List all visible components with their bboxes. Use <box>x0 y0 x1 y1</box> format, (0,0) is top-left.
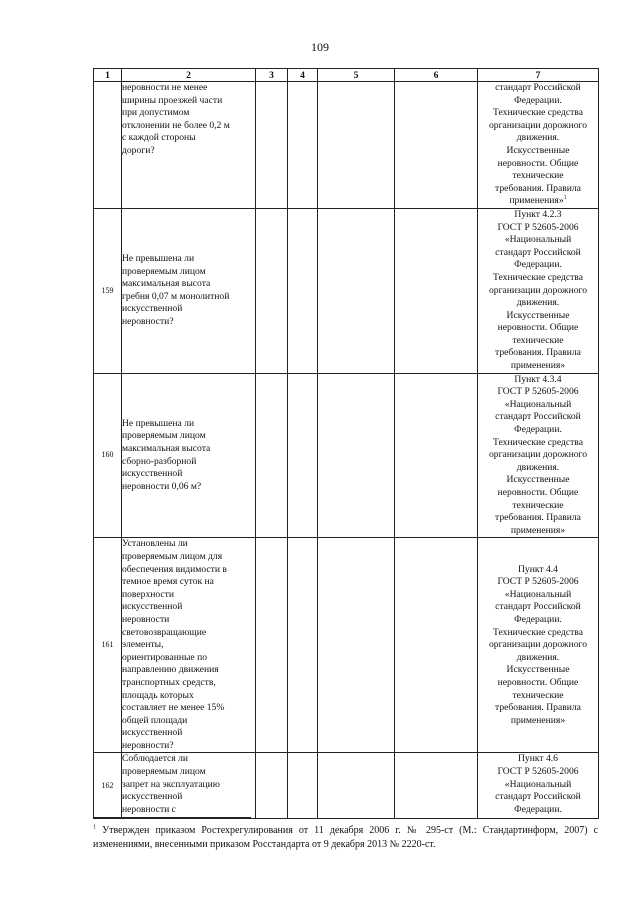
row-number <box>94 82 122 209</box>
question-line: искусственной <box>122 303 183 315</box>
row-number: 159 <box>94 208 122 373</box>
reference-line: Технические средства <box>493 271 583 283</box>
question-line: составляет не менее 15% <box>122 702 225 714</box>
row-number: 162 <box>94 753 122 819</box>
question-cell <box>122 538 256 753</box>
empty-cell <box>395 753 478 819</box>
reference-line: стандарт Российской <box>495 82 581 93</box>
question-line: дороги? <box>122 144 155 156</box>
reference-line: технические <box>512 334 564 346</box>
reference-line: Пункт 4.4 <box>518 563 558 575</box>
empty-cell <box>256 753 288 819</box>
reference-line: стандарт Российской <box>495 246 581 258</box>
empty-cell <box>288 753 318 819</box>
empty-cell <box>288 208 318 373</box>
question-line: поверхности <box>122 588 175 600</box>
question-line: неровности <box>122 613 170 625</box>
table-row <box>94 538 599 753</box>
reference-line: неровности. Общие <box>497 487 579 498</box>
question-line: элементы, <box>122 639 164 651</box>
footnote-reference: 1 <box>563 195 567 202</box>
page-number: 109 <box>311 40 329 54</box>
reference-line: Технические средства <box>493 107 583 119</box>
question-line: неровности? <box>122 739 174 751</box>
reference-cell <box>478 373 599 538</box>
reference-line: Искусственные <box>506 144 570 156</box>
reference-line: Федерации. <box>514 424 562 436</box>
question-line: Установлены ли <box>122 538 188 550</box>
reference-line: неровности. Общие <box>497 157 579 169</box>
question-line: обеспечения видимости в <box>122 563 227 575</box>
question-line: проверяемым лицом <box>122 430 206 442</box>
empty-cell <box>318 538 395 753</box>
footnote <box>93 824 598 852</box>
empty-cell <box>288 82 318 209</box>
reference-line: движения. <box>516 132 560 144</box>
reference-line: требования. Правила <box>495 702 581 714</box>
empty-cell <box>256 538 288 753</box>
question-line: неровности? <box>122 315 174 327</box>
reference-cell <box>478 538 599 753</box>
reference-cell <box>478 753 599 819</box>
row-number: 161 <box>94 538 122 753</box>
question-line: сборно-разборной <box>122 455 197 467</box>
reference-line: применения» <box>509 195 564 207</box>
question-line: максимальная высота <box>122 442 211 454</box>
empty-cell <box>318 373 395 538</box>
question-line: Соблюдается ли <box>122 753 189 765</box>
question-line: отклонении не более 0,2 м <box>122 119 230 131</box>
reference-line: требования. Правила <box>495 182 581 194</box>
question-line: запрет на эксплуатацию <box>122 778 220 790</box>
reference-line: Федерации. <box>514 259 562 271</box>
empty-cell <box>395 373 478 538</box>
empty-cell <box>256 82 288 209</box>
reference-line: Пункт 4.3.4 <box>514 373 562 385</box>
reference-line: движения. <box>516 651 560 663</box>
checklist-table <box>93 68 599 819</box>
column-header: 3 <box>256 69 288 82</box>
empty-cell <box>288 373 318 538</box>
question-line: ширины проезжей части <box>122 94 223 106</box>
reference-line: «Национальный <box>504 588 572 600</box>
question-line: при допустимом <box>122 107 190 119</box>
question-cell <box>122 82 256 209</box>
column-header: 1 <box>94 69 122 82</box>
question-cell <box>122 208 256 373</box>
question-line: темное время суток на <box>122 576 214 588</box>
question-line: направлению движения <box>122 664 219 676</box>
reference-line: Технические средства <box>493 436 583 448</box>
reference-line: Пункт 4.2.3 <box>514 208 562 220</box>
question-line: искусственной <box>122 727 183 739</box>
question-line: с каждой стороны <box>122 132 196 144</box>
reference-line: применения» <box>510 360 566 372</box>
reference-line: стандарт Российской <box>495 791 581 803</box>
question-line: световозвращающие <box>122 626 207 638</box>
table-row <box>94 82 599 209</box>
question-line: искусственной <box>122 468 183 480</box>
reference-line: применения» <box>510 524 566 536</box>
footnote-text: Утвержден приказом Ростехрегулирования от 11 декабря 2006 г. № 295-ст (М.: Стандартинформ, 2007) с изменениями, внесенными приказом Росстандарта от 9 декабря 2013 № 2220-ст. <box>93 825 599 850</box>
reference-line: стандарт Российской <box>495 601 581 613</box>
column-header: 2 <box>122 69 256 82</box>
column-header: 6 <box>395 69 478 82</box>
question-line: Не превышена ли <box>122 253 195 265</box>
empty-cell <box>288 538 318 753</box>
reference-line: «Национальный <box>504 398 572 410</box>
reference-line: Федерации. <box>514 803 562 815</box>
reference-line: Технические средства <box>493 626 583 638</box>
reference-line: неровности. Общие <box>497 322 579 334</box>
reference-line: Искусственные <box>506 309 570 321</box>
question-line: транспортных средств, <box>122 676 216 688</box>
reference-line: «Национальный <box>504 234 572 246</box>
reference-line: организации дорожного <box>489 119 587 131</box>
empty-cell <box>395 538 478 753</box>
reference-line: технические <box>512 170 564 182</box>
question-line: проверяемым лицом <box>122 766 206 778</box>
reference-line: «Национальный <box>504 778 572 790</box>
question-line: площадь которых <box>122 689 194 701</box>
reference-line: Федерации. <box>514 613 562 625</box>
column-header: 7 <box>478 69 599 82</box>
reference-line: ГОСТ Р 52605-2006 <box>497 221 579 233</box>
table-row <box>94 753 599 819</box>
empty-cell <box>318 753 395 819</box>
question-line: гребня 0,07 м монолитной <box>122 290 230 302</box>
reference-line: движения. <box>516 461 560 473</box>
question-line: проверяемым лицом <box>122 265 206 277</box>
empty-cell <box>318 208 395 373</box>
table-row <box>94 373 599 538</box>
reference-line: применения» <box>510 714 566 726</box>
table-row <box>94 208 599 373</box>
question-line: ориентированные по <box>122 651 208 663</box>
column-header: 4 <box>288 69 318 82</box>
reference-line: требования. Правила <box>495 347 581 359</box>
reference-line: организации дорожного <box>489 639 587 651</box>
question-line: неровности 0,06 м? <box>122 480 202 492</box>
reference-line: организации дорожного <box>489 449 587 461</box>
question-line: максимальная высота <box>122 278 211 290</box>
table-header-row <box>94 69 599 82</box>
reference-line: Искусственные <box>506 664 570 676</box>
reference-line: неровности. Общие <box>497 676 579 688</box>
question-cell <box>122 373 256 538</box>
reference-line-with-footnote <box>478 195 598 208</box>
reference-line: ГОСТ Р 52605-2006 <box>497 386 579 398</box>
column-header: 5 <box>318 69 395 82</box>
reference-cell <box>478 208 599 373</box>
empty-cell <box>395 208 478 373</box>
reference-line: Искусственные <box>506 474 570 486</box>
question-line: искусственной <box>122 601 183 613</box>
reference-line: технические <box>512 499 564 511</box>
question-line: искусственной <box>122 791 183 803</box>
question-line: Не превышена ли <box>122 417 195 429</box>
footnote-divider <box>93 817 251 818</box>
question-cell <box>122 753 256 819</box>
reference-line: ГОСТ Р 52605-2006 <box>497 766 579 778</box>
question-line: проверяемым лицом для <box>122 550 223 562</box>
empty-cell <box>256 373 288 538</box>
empty-cell <box>256 208 288 373</box>
question-line: общей площади <box>122 714 188 726</box>
reference-line: Федерации. <box>514 94 562 106</box>
footnote-marker: 1 <box>93 824 96 831</box>
reference-cell <box>478 82 599 209</box>
empty-cell <box>318 82 395 209</box>
reference-line: стандарт Российской <box>495 411 581 423</box>
empty-cell <box>395 82 478 209</box>
reference-line: требования. Правила <box>495 512 581 524</box>
question-line: неровности с <box>122 803 176 815</box>
reference-line: движения. <box>516 297 560 309</box>
reference-line: организации дорожного <box>489 284 587 296</box>
reference-line: Пункт 4.6 <box>518 753 558 765</box>
reference-line: ГОСТ Р 52605-2006 <box>497 576 579 588</box>
row-number: 160 <box>94 373 122 538</box>
reference-line: технические <box>512 689 564 701</box>
question-line: неровности не менее <box>122 82 208 93</box>
